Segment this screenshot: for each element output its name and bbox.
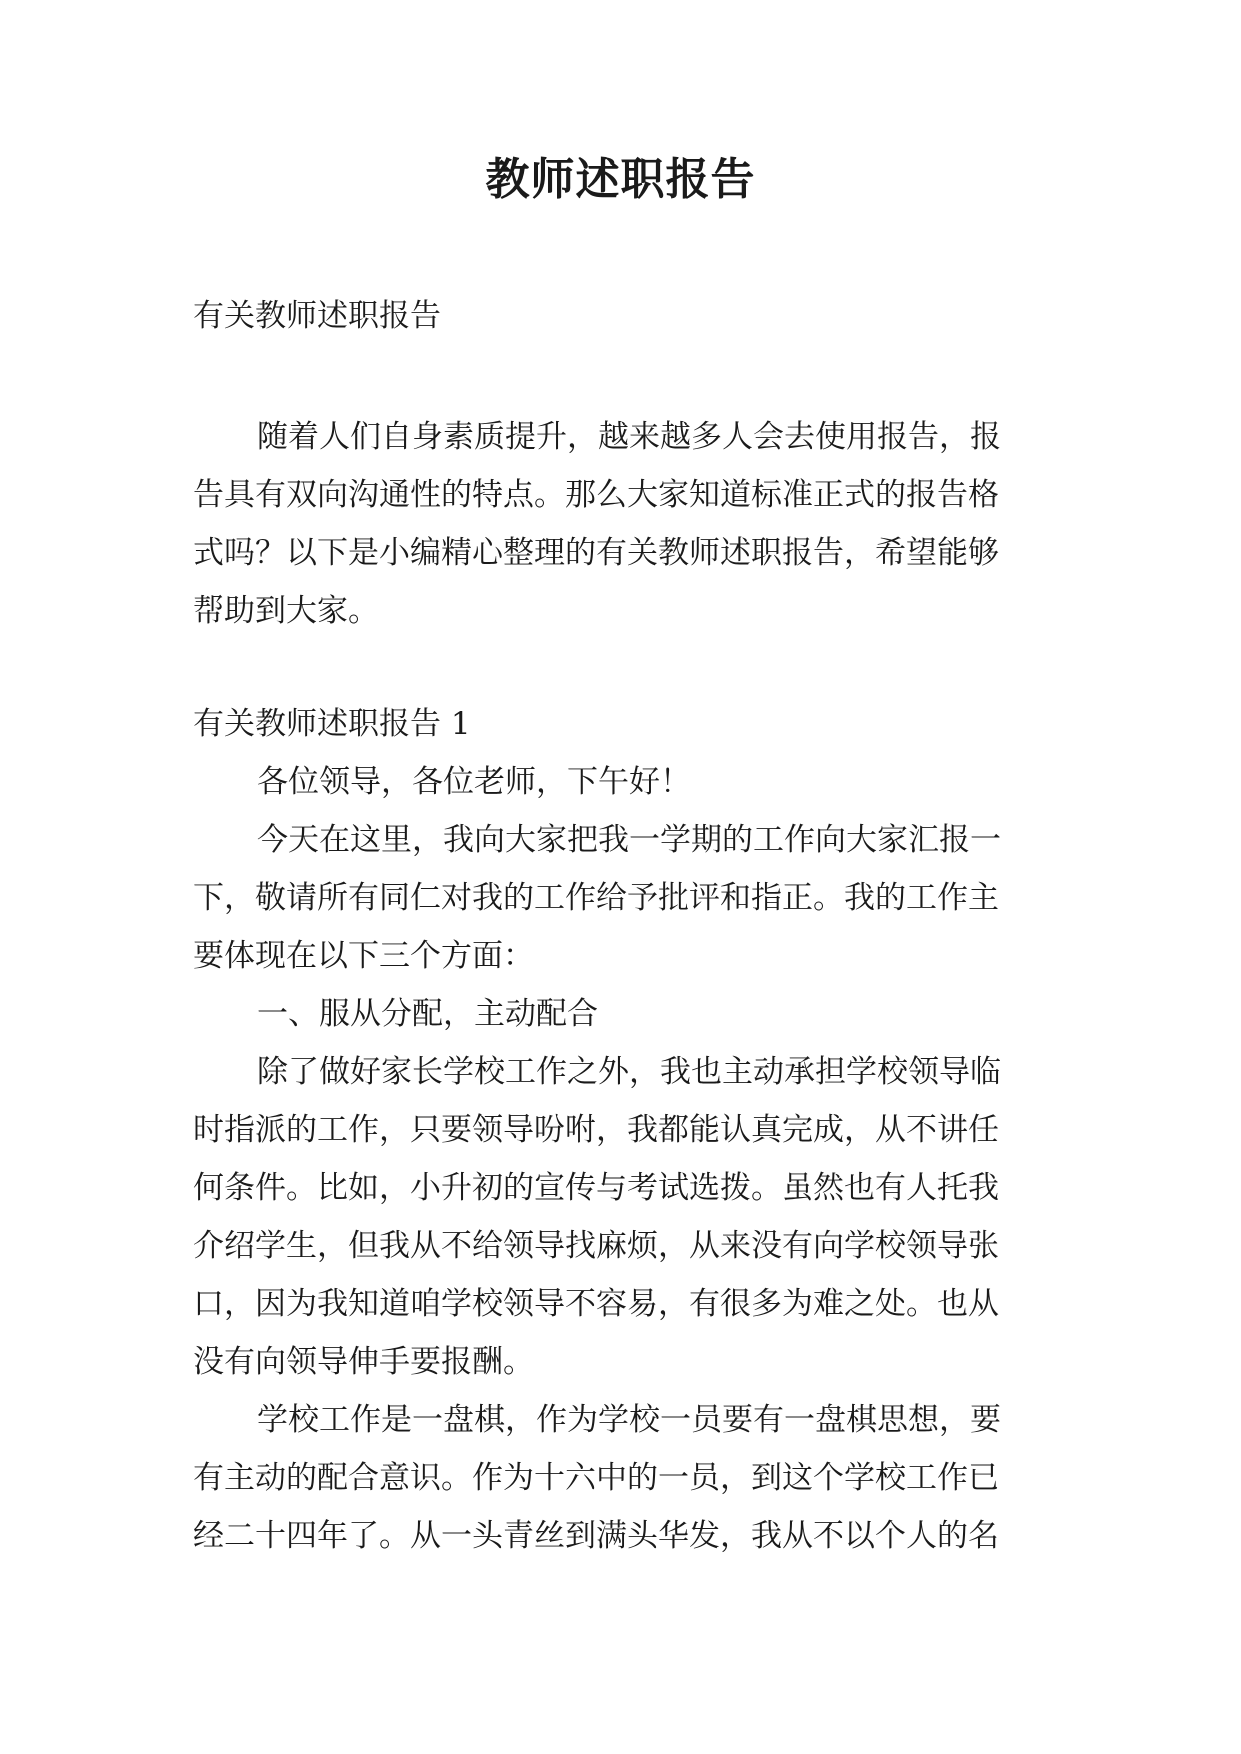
paragraph-line: 时指派的工作，只要领导吩咐，我都能认真完成，从不讲任 — [193, 1112, 999, 1148]
greeting-line: 各位领导，各位老师，下午好！ — [257, 764, 691, 800]
paragraph-line: 介绍学生，但我从不给领导找麻烦，从来没有向学校领导张 — [193, 1228, 999, 1264]
subsection-heading: 一、服从分配，主动配合 — [257, 996, 598, 1032]
intro-paragraph — [193, 408, 1053, 640]
paragraph-line: 除了做好家长学校工作之外，我也主动承担学校领导临 — [257, 1054, 1001, 1090]
document-subtitle — [193, 287, 1053, 345]
subtitle-line: 有关教师述职报告 — [193, 298, 441, 334]
section-heading — [193, 695, 1053, 753]
paragraph-line: 有主动的配合意识。作为十六中的一员，到这个学校工作已 — [193, 1460, 999, 1496]
paragraph-line: 何条件。比如，小升初的宣传与考试选拨。虽然也有人托我 — [193, 1170, 999, 1206]
paragraph-line: 经二十四年了。从一头青丝到满头华发，我从不以个人的名 — [193, 1518, 999, 1554]
paragraph-line: 要体现在以下三个方面： — [193, 938, 534, 974]
paragraph-line: 学校工作是一盘棋，作为学校一员要有一盘棋思想，要 — [257, 1402, 1001, 1438]
paragraph-line: 下，敬请所有同仁对我的工作给予批评和指正。我的工作主 — [193, 880, 999, 916]
paragraph-line: 帮助到大家。 — [193, 593, 379, 629]
paragraph-line: 口，因为我知道咱学校领导不容易，有很多为难之处。也从 — [193, 1286, 999, 1322]
paragraph-line: 今天在这里，我向大家把我一学期的工作向大家汇报一 — [257, 822, 1001, 858]
paragraph-line: 告具有双向沟通性的特点。那么大家知道标准正式的报告格 — [193, 477, 999, 513]
document-title: 教师述职报告 — [485, 154, 756, 205]
section-heading-text: 有关教师述职报告 1 — [193, 706, 471, 742]
paragraph-line: 式吗？以下是小编精心整理的有关教师述职报告，希望能够 — [193, 535, 999, 571]
paragraph-line: 没有向领导伸手要报酬。 — [193, 1344, 534, 1380]
paragraph-line: 随着人们自身素质提升，越来越多人会去使用报告，报 — [257, 419, 1001, 455]
body-text — [193, 753, 1053, 1565]
